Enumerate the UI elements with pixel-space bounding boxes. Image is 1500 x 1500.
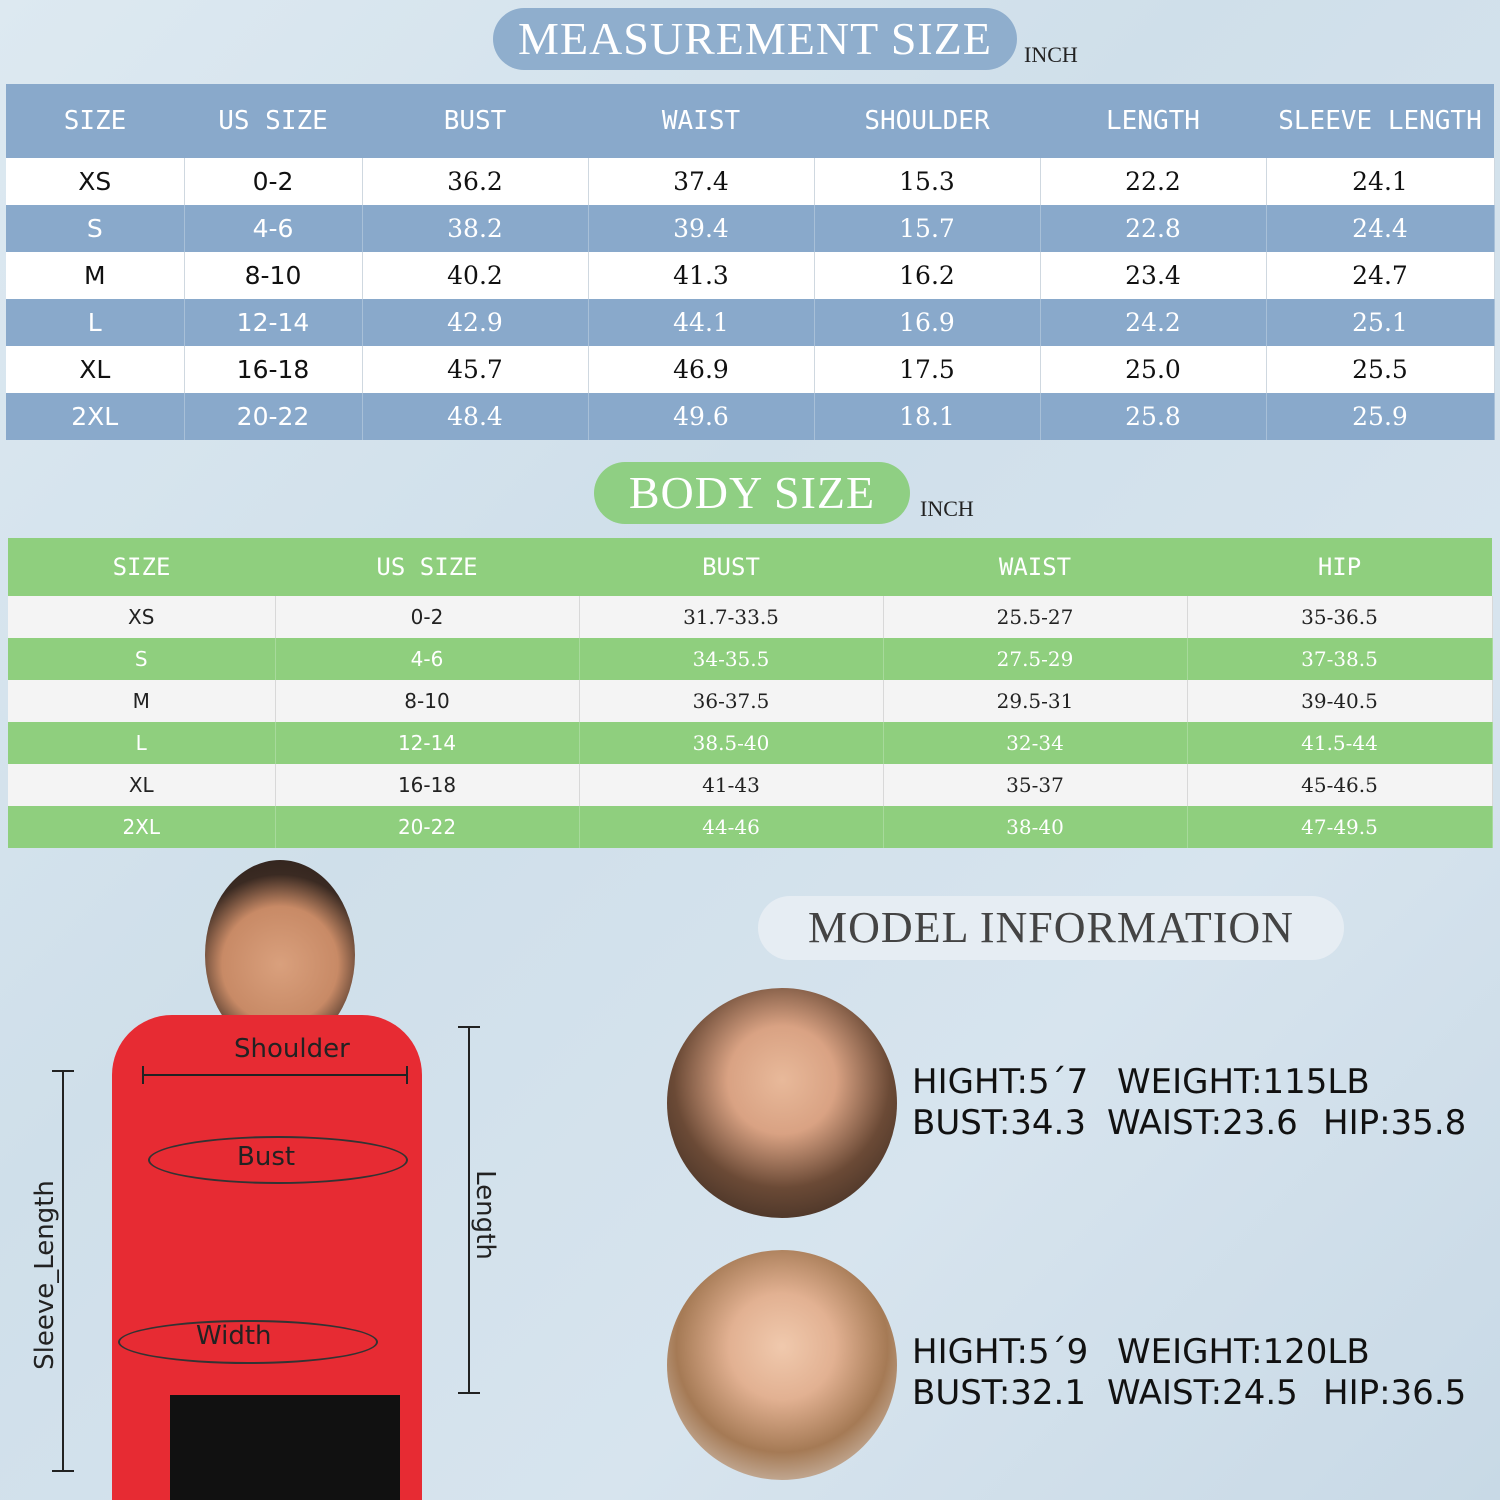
sleeve-length-measure-tick [52,1070,74,1072]
table-cell: XS [6,158,184,205]
model-1-waist: WAIST:23.6 [1107,1103,1298,1143]
table-row [6,205,1494,252]
header-bust: BUST [579,538,883,596]
table-cell: 38-40 [883,806,1187,848]
model-2-waist: WAIST:24.5 [1107,1373,1298,1413]
pants-image [170,1395,400,1500]
header-shoulder: SHOULDER [814,84,1040,158]
table-cell: 35-36.5 [1187,596,1492,638]
table-row [8,806,1492,848]
table-cell: 17.5 [814,346,1040,393]
header-size: SIZE [8,538,275,596]
sleeve-length-measure-line [62,1070,64,1470]
header-hip: HIP [1187,538,1492,596]
body-size-table [8,538,1493,848]
table-cell: 46.9 [588,346,814,393]
table-cell: XL [8,764,275,806]
table-cell: 16.9 [814,299,1040,346]
table-cell: 41.3 [588,252,814,299]
shoulder-label: Shoulder [234,1034,350,1064]
table-cell: 42.9 [362,299,588,346]
table-cell: 15.7 [814,205,1040,252]
model-1-hip: HIP:35.8 [1323,1103,1467,1143]
header-bust: BUST [362,84,588,158]
table-cell: 49.6 [588,393,814,440]
length-measure-tick [458,1026,480,1028]
measurement-size-title: MEASUREMENT SIZE [493,8,1017,70]
header-sleeve-length: SLEEVE LENGTH [1266,84,1494,158]
table-cell: XL [6,346,184,393]
table-cell: 15.3 [814,158,1040,205]
table-cell: 34-35.5 [579,638,883,680]
header-us-size: US SIZE [184,84,362,158]
table-cell: L [6,299,184,346]
table-cell: 23.4 [1040,252,1266,299]
table-cell: 20-22 [275,806,579,848]
measurement-unit: INCH [1024,42,1078,67]
model-1-bust: BUST:34.3 [912,1103,1086,1143]
table-row [6,252,1494,299]
table-header-row [8,538,1492,596]
table-cell: 16-18 [275,764,579,806]
shoulder-measure-line [142,1074,408,1076]
table-cell: 41.5-44 [1187,722,1492,764]
table-cell: 24.2 [1040,299,1266,346]
model-photo-1 [667,988,897,1218]
table-cell: 40.2 [362,252,588,299]
model-2-hip: HIP:36.5 [1323,1373,1467,1413]
table-cell: 36-37.5 [579,680,883,722]
bust-label: Bust [237,1142,296,1172]
table-cell: 25.0 [1040,346,1266,393]
table-cell: XS [8,596,275,638]
table-cell: 48.4 [362,393,588,440]
header-size: SIZE [6,84,184,158]
table-cell: S [8,638,275,680]
table-cell: 45.7 [362,346,588,393]
table-cell: 22.2 [1040,158,1266,205]
table-cell: S [6,205,184,252]
table-cell: 36.2 [362,158,588,205]
shoulder-measure-tick [142,1066,144,1084]
table-cell: 0-2 [184,158,362,205]
table-cell: 25.8 [1040,393,1266,440]
measurement-size-table [6,84,1495,440]
table-cell: 37-38.5 [1187,638,1492,680]
model-photo-2 [667,1250,897,1480]
table-row [6,393,1494,440]
table-cell: 12-14 [184,299,362,346]
table-cell: L [8,722,275,764]
sleeve-length-label: Sleeve_Length [29,1180,60,1370]
table-cell: 25.5 [1266,346,1494,393]
table-row [8,638,1492,680]
table-cell: 44-46 [579,806,883,848]
table-cell: 12-14 [275,722,579,764]
header-waist: WAIST [588,84,814,158]
table-cell: 2XL [8,806,275,848]
shoulder-measure-tick [406,1066,408,1084]
table-cell: 32-34 [883,722,1187,764]
header-length: LENGTH [1040,84,1266,158]
table-cell: 4-6 [184,205,362,252]
table-header-row [6,84,1494,158]
table-cell: 0-2 [275,596,579,638]
table-cell: 38.5-40 [579,722,883,764]
sleeve-length-measure-tick [52,1470,74,1472]
table-cell: 39.4 [588,205,814,252]
table-row [6,158,1494,205]
table-cell: 25.9 [1266,393,1494,440]
table-cell: 4-6 [275,638,579,680]
table-row [6,346,1494,393]
table-row [8,764,1492,806]
table-cell: 44.1 [588,299,814,346]
table-cell: 41-43 [579,764,883,806]
table-cell: 24.4 [1266,205,1494,252]
header-us-size: US SIZE [275,538,579,596]
model-1-weight: WEIGHT:115LB [1117,1062,1370,1102]
table-cell: M [8,680,275,722]
table-cell: 35-37 [883,764,1187,806]
table-cell: 25.1 [1266,299,1494,346]
table-row [8,722,1492,764]
table-cell: 2XL [6,393,184,440]
model-2-bust: BUST:32.1 [912,1373,1086,1413]
table-cell: 39-40.5 [1187,680,1492,722]
table-cell: 24.1 [1266,158,1494,205]
table-row [6,299,1494,346]
header-waist: WAIST [883,538,1187,596]
table-cell: 16-18 [184,346,362,393]
table-cell: 20-22 [184,393,362,440]
length-label: Length [469,1170,500,1260]
body-unit: INCH [920,496,974,521]
table-row [8,596,1492,638]
table-cell: 29.5-31 [883,680,1187,722]
table-cell: 47-49.5 [1187,806,1492,848]
table-cell: 27.5-29 [883,638,1187,680]
model-2-weight: WEIGHT:120LB [1117,1332,1370,1372]
table-cell: 8-10 [184,252,362,299]
model-information-title: MODEL INFORMATION [758,896,1344,960]
table-row [8,680,1492,722]
width-label: Width [196,1321,272,1351]
table-cell: 38.2 [362,205,588,252]
table-cell: 22.8 [1040,205,1266,252]
model-2-height: HIGHT:5´9 [912,1332,1089,1372]
table-cell: 24.7 [1266,252,1494,299]
table-cell: M [6,252,184,299]
table-cell: 8-10 [275,680,579,722]
length-measure-tick [458,1392,480,1394]
model-1-height: HIGHT:5´7 [912,1062,1089,1102]
table-cell: 45-46.5 [1187,764,1492,806]
table-cell: 18.1 [814,393,1040,440]
table-cell: 25.5-27 [883,596,1187,638]
body-size-title: BODY SIZE [594,462,910,524]
table-cell: 31.7-33.5 [579,596,883,638]
table-cell: 37.4 [588,158,814,205]
table-cell: 16.2 [814,252,1040,299]
